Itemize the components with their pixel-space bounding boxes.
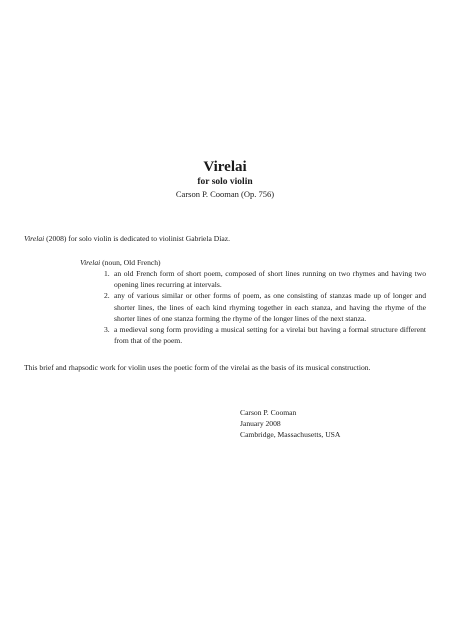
dedication-work-name: Virelai bbox=[24, 234, 45, 243]
dedication-text: (2008) for solo violin is dedicated to violinist Gabriela Díaz. bbox=[44, 234, 231, 243]
definition-text: an old French form of short poem, composed of short lines running on two rhymes and having two opening lines recurring at intervals. bbox=[114, 269, 426, 290]
definition-item bbox=[104, 324, 426, 346]
definition-item bbox=[104, 290, 426, 324]
signature-place: Cambridge, Massachusetts, USA bbox=[240, 430, 341, 440]
closing-paragraph: This brief and rhapsodic work for violin uses the poetic form of the virelai as the basis of its musical construction. bbox=[24, 363, 371, 372]
definition-item bbox=[104, 268, 426, 290]
definition-text: a medieval song form providing a musical setting for a virelai but having a formal structure different from that of the poem. bbox=[114, 325, 426, 346]
signature-name: Carson P. Cooman bbox=[240, 408, 297, 417]
definition-heading bbox=[80, 257, 161, 268]
definition-text: any of various similar or other forms of poem, as one consisting of stanzas made up of longer and shorter lines, the lines of each kind rhyming together in each stanza, and having the rhyme of the shorter lines of one stanza forming the rhyme of the longer lines of the next stanza. bbox=[114, 291, 426, 323]
definition-list bbox=[104, 268, 426, 346]
signature-date: January 2008 bbox=[240, 419, 281, 429]
work-title: Virelai bbox=[203, 159, 247, 175]
definition-number: 3. bbox=[104, 325, 110, 335]
definition-term-note: (noun, Old French) bbox=[100, 258, 161, 267]
dedication-paragraph bbox=[24, 233, 426, 244]
composer-line: Carson P. Cooman (Op. 756) bbox=[175, 189, 275, 199]
title-block bbox=[0, 158, 450, 200]
definition-term: Virelai bbox=[80, 258, 101, 267]
definition-number: 1. bbox=[104, 269, 110, 278]
signature-block bbox=[240, 407, 340, 441]
definition-number: 2. bbox=[104, 291, 110, 301]
work-subtitle: for solo violin bbox=[197, 177, 253, 187]
